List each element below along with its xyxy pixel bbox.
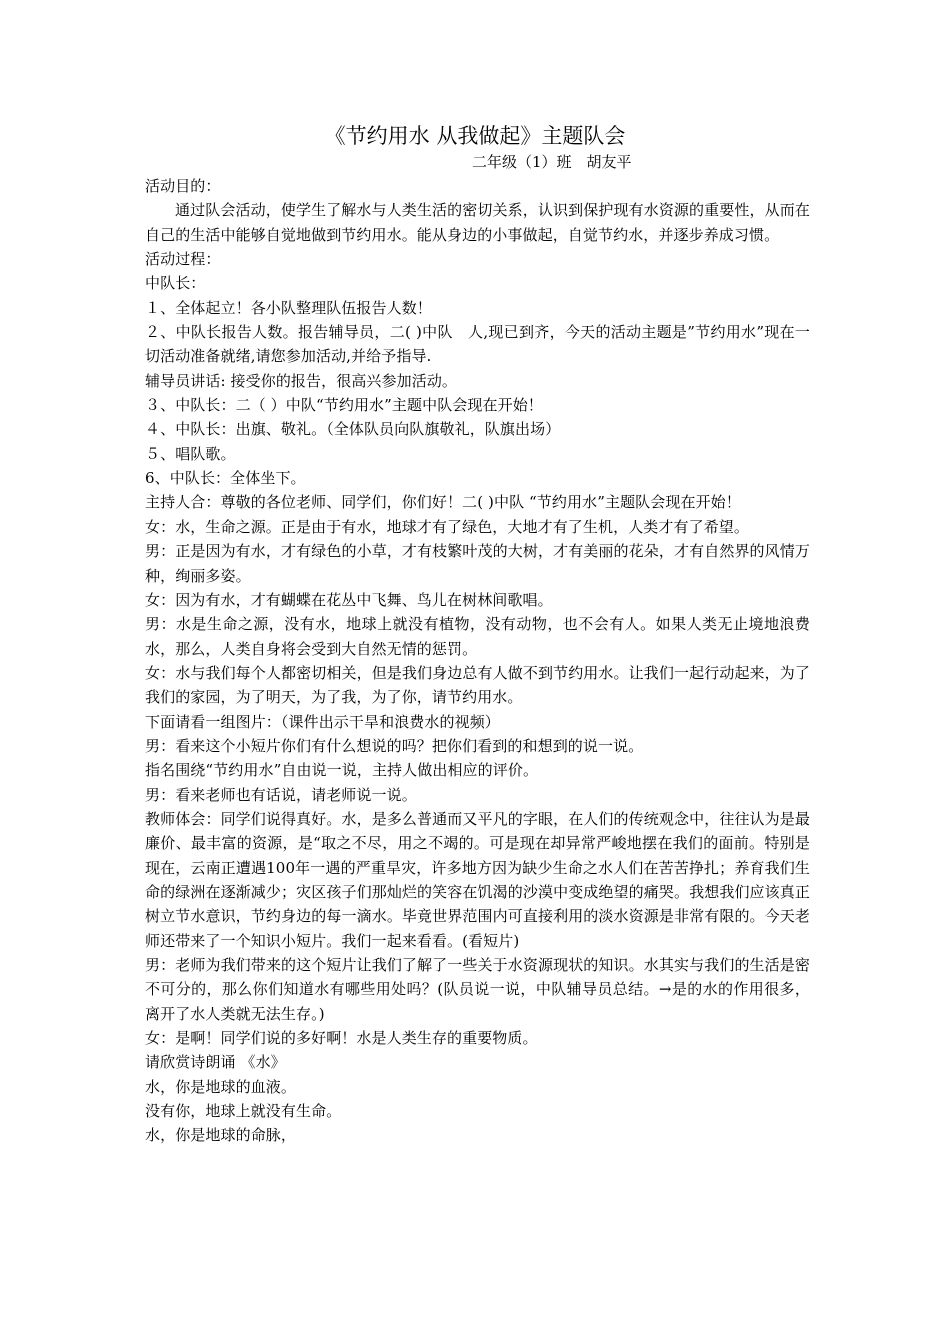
poem-line: 水，你是地球的血液。 bbox=[145, 1077, 297, 1096]
poem-line: 没有你，地球上就没有生命。 bbox=[145, 1102, 342, 1121]
document-body bbox=[145, 174, 810, 1148]
paragraph: 指名围绕“节约用水”自由说一说，主持人做出相应的评价。 bbox=[145, 761, 539, 780]
paragraph: 男：正是因为有水，才有绿色的小草，才有枝繁叶茂的大树，才有美丽的花朵，才有自然界的风情万种，绚丽多姿。 bbox=[145, 542, 810, 585]
paragraph: 下面请看一组图片：（课件出示干旱和浪费水的视频） bbox=[145, 712, 500, 731]
paragraph: 女：水，生命之源。正是由于有水，地球才有了绿色，大地才有了生机，人类才有了希望。 bbox=[145, 517, 750, 536]
paragraph: 女：水与我们每个人都密切相关，但是我们身边总有人做不到节约用水。让我们一起行动起来，为了我们的家园，为了明天，为了我，为了你，请节约用水。 bbox=[145, 663, 810, 707]
section-heading: 活动目的： bbox=[145, 177, 221, 195]
document-title: 《节约用水 从我做起》主题队会 bbox=[324, 124, 626, 148]
document-subtitle: 二年级（1）班 胡友平 bbox=[472, 153, 632, 171]
paragraph: 女：是啊！同学们说的多好啊！水是人类生存的重要物质。 bbox=[145, 1029, 538, 1048]
paragraph: ５、唱队歌。 bbox=[145, 444, 236, 463]
paragraph: 男：看来这个小短片你们有什么想说的吗？把你们看到的和想到的说一说。 bbox=[145, 736, 644, 755]
paragraph: 主持人合：尊敬的各位老师、同学们，你们好！二( )中队 “节约用水”主题队会现在开始！ bbox=[145, 493, 741, 512]
section-heading: 活动过程： bbox=[145, 250, 221, 269]
paragraph: 请欣赏诗朗诵 《水》 bbox=[145, 1053, 286, 1072]
paragraph: 辅导员讲话: 接受你的报告，很高兴参加活动。 bbox=[145, 371, 458, 390]
paragraph: 男：水是生命之源，没有水，地球上就没有植物，没有动物，也不会有人。如果人类无止境地浪费水，那么，人类自身将会受到大自然无情的惩罚。 bbox=[145, 615, 810, 658]
paragraph: ４、中队长：出旗、敬礼。（全体队员向队旗敬礼，队旗出场） bbox=[145, 420, 561, 439]
paragraph: 女：因为有水，才有蝴蝶在花丛中飞舞、鸟儿在树林间歌唱。 bbox=[145, 590, 553, 609]
paragraph: ３、中队长：二（ ）中队“节约用水”主题中队会现在开始！ bbox=[145, 396, 543, 415]
paragraph: 教师体会：同学们说得真好。水，是多么普通而又平凡的字眼，在人们的传统观念中，往往认为是最廉价、最丰富的资源，是“取之不尽，用之不竭的。可是现在却异常严峻地摆在我们的面前。特别是现在，云南正遭遇100年一遇的严重旱灾，许多地方因为缺少生命之水人们在苦苦挣扎；养育我们生命的绿洲在逐渐减少；灾区孩子们那灿烂的笑容在饥渴的沙漠中变成绝望的痛哭。我想我们应该真正树立节水意识，节约身边的每一滴水。毕竟世界范围内可直接利用的淡水资源是非常有限的。今天老师还带来了一个知识小短片。我们一起来看看。(看短片) bbox=[145, 809, 810, 950]
paragraph: 男：看来老师也有话说，请老师说一说。 bbox=[145, 785, 417, 804]
paragraph: 中队长： bbox=[145, 274, 206, 293]
paragraph: 男：老师为我们带来的这个短片让我们了解了一些关于水资源现状的知识。水其实与我们的生活是密不可分的，那么你们知道水有哪些用处吗？(队员说一说，中队辅导员总结。→是的水的作用很多，离开了水人类就无法生存。) bbox=[145, 956, 810, 1023]
paragraph: ２、中队长报告人数。报告辅导员，二( )中队 人,现已到齐，今天的活动主题是”节约用水”现在一切活动准备就绪,请您参加活动,并给予指导. bbox=[145, 323, 810, 366]
paragraph: １、全体起立！各小队整理队伍报告人数！ bbox=[145, 298, 432, 317]
paragraph: 6、中队长：全体坐下。 bbox=[145, 469, 306, 488]
paragraph: 通过队会活动，使学生了解水与人类生活的密切关系，认识到保护现有水资源的重要性，从而在自己的生活中能够自觉地做到节约用水。能从身边的小事做起，自觉节约水，并逐步养成习惯。 bbox=[145, 201, 810, 244]
poem-line: 水，你是地球的命脉， bbox=[145, 1126, 297, 1145]
